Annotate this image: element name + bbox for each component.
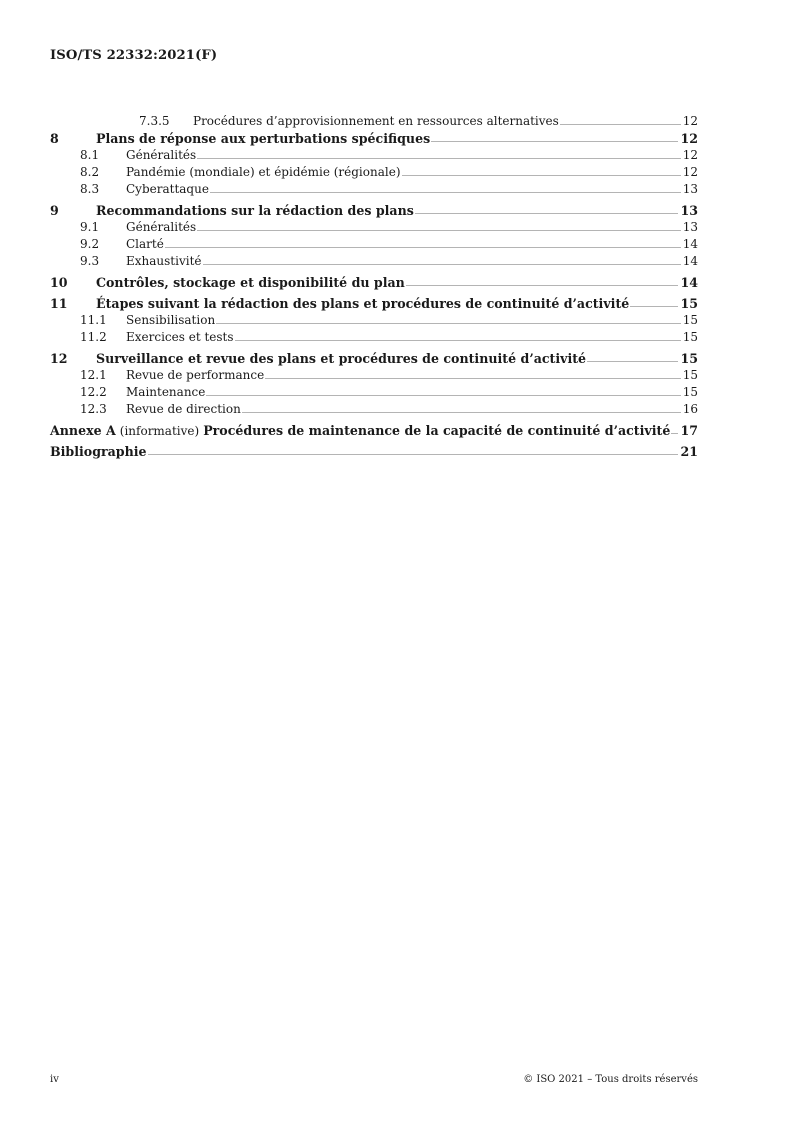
dot-leader (148, 454, 679, 455)
footer-page-number: iv (50, 1074, 59, 1085)
toc-entry-title: Clarté (126, 237, 164, 251)
toc-entry-number: 11.1 (80, 313, 107, 327)
dot-leader (630, 306, 678, 307)
toc-entry-9-1[interactable] (50, 219, 698, 236)
toc-entry-9-2[interactable] (50, 236, 698, 253)
toc-entry-9[interactable] (50, 202, 698, 219)
toc-entry-title: Cyberattaque (126, 182, 209, 196)
toc-entry-number: 9.2 (80, 237, 100, 251)
dot-leader (560, 124, 681, 125)
toc-entry-title: Revue de direction (126, 402, 241, 416)
toc-entry-annexe-a[interactable] (50, 422, 698, 439)
toc-entry-8[interactable] (50, 130, 698, 147)
toc-entry-number: 12 (50, 351, 68, 366)
toc-entry-page: 21 (680, 444, 698, 459)
toc-entry-title: Généralités (126, 220, 197, 234)
toc-entry-number: Annexe A (50, 423, 116, 438)
toc-entry-number: 8 (50, 131, 59, 146)
toc-entry-number: 9 (50, 203, 59, 218)
toc-entry-page: 13 (682, 182, 698, 196)
dot-leader (203, 264, 681, 265)
dot-leader (206, 395, 680, 396)
toc-entry-number: 9.3 (80, 254, 100, 268)
toc-entry-number: 8.3 (80, 182, 100, 196)
toc-entry-page: 15 (682, 385, 698, 399)
toc-entry-number: 8.2 (80, 165, 100, 179)
footer-copyright: © ISO 2021 – Tous droits réservés (523, 1074, 698, 1085)
toc-entry-8-1[interactable] (50, 147, 698, 164)
dot-leader (165, 247, 681, 248)
dot-leader (671, 433, 678, 434)
toc-entry-page: 12 (682, 165, 698, 179)
toc-entry-page: 13 (680, 203, 698, 218)
toc-entry-title: Procédures de maintenance de la capacité de continuité d’activité (203, 423, 671, 438)
toc-entry-9-3[interactable] (50, 253, 698, 270)
toc-entry-title: Contrôles, stockage et disponibilité du plan (96, 275, 405, 290)
dot-leader (265, 378, 681, 379)
toc-entry-11-1[interactable] (50, 312, 698, 329)
toc-entry-number: 10 (50, 275, 68, 290)
dot-leader (431, 141, 678, 142)
toc-entry-page: 15 (680, 296, 698, 311)
toc-entry-number: 9.1 (80, 220, 100, 234)
toc-entry-8-2[interactable] (50, 164, 698, 181)
toc-entry-title: Généralités (126, 148, 197, 162)
dot-leader (415, 213, 679, 214)
toc-entry-11[interactable] (50, 295, 698, 312)
toc-entry-title: Pandémie (mondiale) et épidémie (régionale) (126, 165, 401, 179)
dot-leader (210, 192, 681, 193)
toc-entry-annex-type: (informative) (119, 424, 200, 438)
toc-entry-title: Recommandations sur la rédaction des plans (96, 203, 414, 218)
dot-leader (216, 323, 681, 324)
toc-entry-12[interactable] (50, 350, 698, 367)
dot-leader (235, 340, 681, 341)
toc-entry-11-2[interactable] (50, 329, 698, 346)
toc-entry-12-3[interactable] (50, 401, 698, 418)
toc-entry-title: Exercices et tests (126, 330, 234, 344)
dot-leader (402, 175, 681, 176)
toc-entry-number: 7.3.5 (139, 114, 170, 128)
toc-entry-title: Bibliographie (50, 444, 147, 459)
toc-entry-title: Surveillance et revue des plans et procédures de continuité d’activité (96, 351, 587, 366)
toc-entry-12-2[interactable] (50, 384, 698, 401)
table-of-contents (50, 113, 698, 460)
toc-entry-page: 13 (682, 220, 698, 234)
toc-entry-page: 12 (680, 131, 698, 146)
toc-entry-number: 12.2 (80, 385, 107, 399)
toc-entry-number: 8.1 (80, 148, 100, 162)
dot-leader (197, 230, 681, 231)
toc-entry-title: Plans de réponse aux perturbations spécifiques (96, 131, 431, 146)
toc-entry-7-3-5[interactable] (50, 113, 698, 130)
toc-entry-page: 17 (680, 423, 698, 438)
toc-entry-8-3[interactable] (50, 181, 698, 198)
toc-entry-10[interactable] (50, 274, 698, 291)
toc-entry-page: 14 (682, 254, 698, 268)
toc-entry-number: 11 (50, 296, 68, 311)
toc-entry-title: Revue de performance (126, 368, 265, 382)
dot-leader (587, 361, 678, 362)
toc-entry-page: 12 (682, 148, 698, 162)
dot-leader (242, 412, 681, 413)
toc-entry-page: 15 (680, 351, 698, 366)
page-footer (50, 1074, 698, 1085)
toc-entry-page: 15 (682, 368, 698, 382)
toc-entry-title: Maintenance (126, 385, 206, 399)
dot-leader (197, 158, 681, 159)
toc-entry-page: 12 (682, 114, 698, 128)
toc-entry-page: 14 (680, 275, 698, 290)
toc-entry-title: Procédures d’approvisionnement en ressources alternatives (193, 114, 559, 128)
toc-entry-title: Sensibilisation (126, 313, 216, 327)
toc-entry-page: 15 (682, 313, 698, 327)
document-id-header: ISO/TS 22332:2021(F) (50, 48, 218, 63)
toc-entry-page: 16 (682, 402, 698, 416)
toc-entry-number: 12.3 (80, 402, 107, 416)
dot-leader (406, 285, 679, 286)
toc-entry-title: Exhaustivité (126, 254, 202, 268)
toc-entry-bibliographie[interactable] (50, 443, 698, 460)
toc-entry-page: 14 (682, 237, 698, 251)
toc-entry-number: 12.1 (80, 368, 107, 382)
toc-entry-page: 15 (682, 330, 698, 344)
toc-entry-number: 11.2 (80, 330, 107, 344)
toc-entry-title: Étapes suivant la rédaction des plans et procédures de continuité d’activité (96, 296, 630, 311)
toc-entry-12-1[interactable] (50, 367, 698, 384)
